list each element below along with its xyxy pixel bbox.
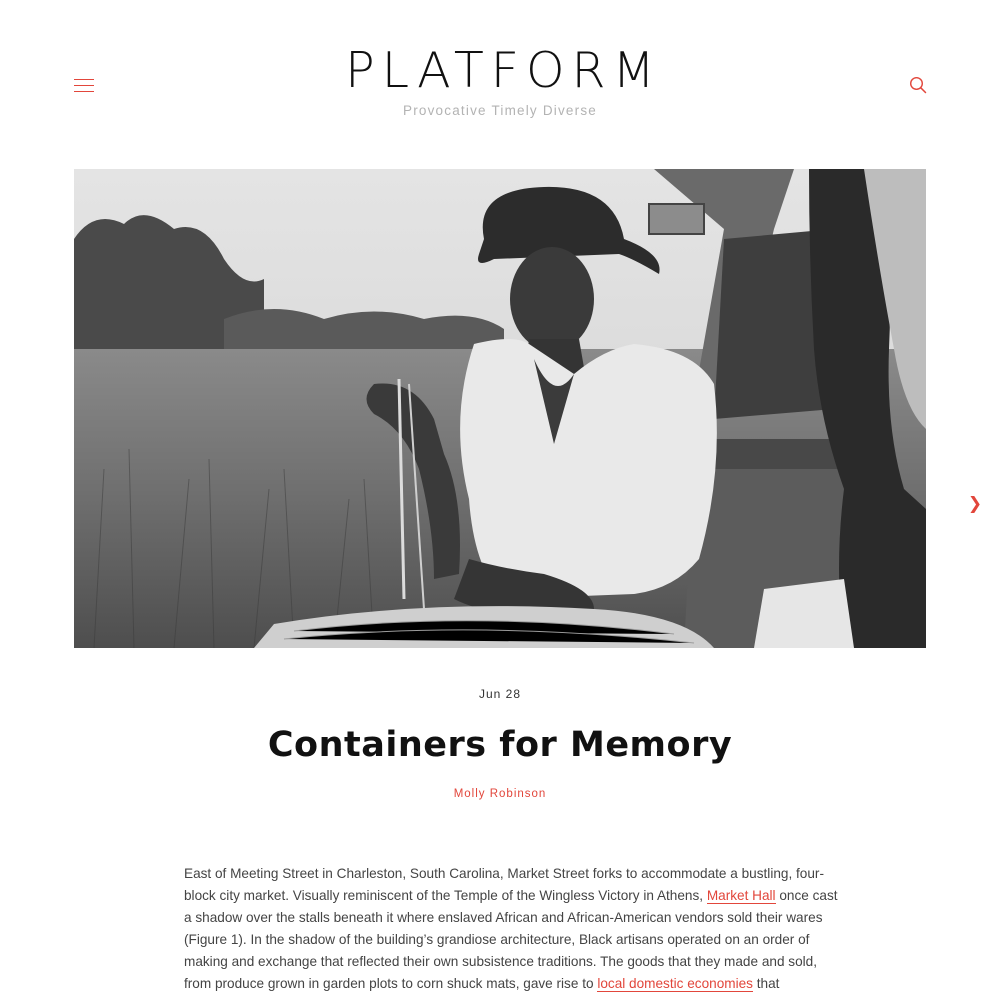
post-author-link[interactable]: Molly Robinson xyxy=(453,788,547,800)
article-line xyxy=(184,973,824,995)
article-line xyxy=(184,885,838,907)
article-line: East of Meeting Street in Charleston, South Carolina, Market Street forks to accommodate a bustling, four- xyxy=(184,866,824,881)
article-line: a shadow over the stalls beneath it where enslaved African and African-American vendors sold their wares xyxy=(184,910,823,925)
chevron-right-icon[interactable]: ❯ xyxy=(967,494,983,514)
article-text: once cast xyxy=(775,888,838,903)
site-tagline: Provocative Timely Diverse xyxy=(403,103,597,118)
local-domestic-economies-link[interactable]: local domestic economies xyxy=(597,976,753,991)
market-hall-link[interactable]: Market Hall xyxy=(706,888,776,903)
article-line: making and exchange that reflected their own subsistence traditions. The goods that they made and sold, xyxy=(184,954,818,969)
hero-image xyxy=(74,169,926,648)
post-date: Jun 28 xyxy=(478,687,522,701)
article-text: that xyxy=(752,976,780,991)
article-body xyxy=(184,863,838,995)
article-text: from produce grown in garden plots to corn shuck mats, gave rise to xyxy=(184,976,598,991)
post-title: Containers for Memory xyxy=(267,725,733,765)
site-title[interactable]: PLATFORM xyxy=(345,42,662,99)
article-text: block city market. Visually reminiscent of the Temple of the Wingless Victory in Athens, xyxy=(184,888,707,903)
search-icon[interactable] xyxy=(909,76,927,94)
article-line: (Figure 1). In the shadow of the building’s grandiose architecture, Black artisans operated on an order of xyxy=(184,932,810,947)
